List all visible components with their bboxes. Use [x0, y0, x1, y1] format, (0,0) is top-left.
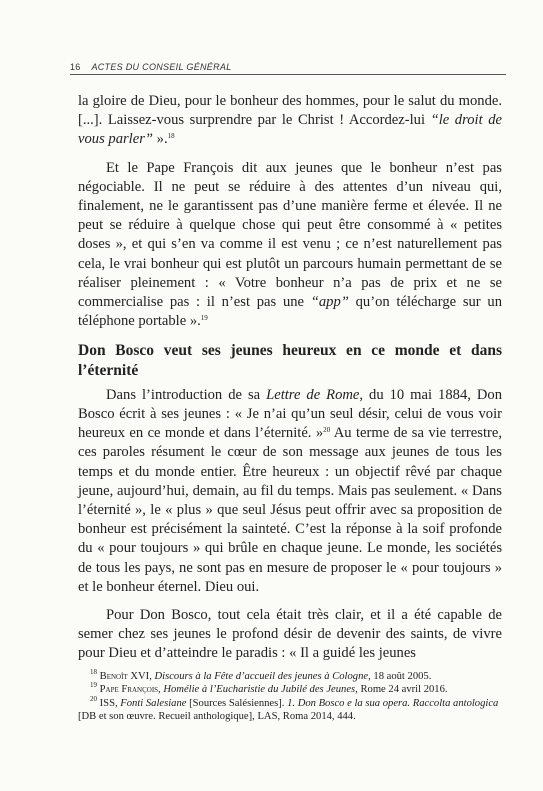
running-title: ACTES DU CONSEIL GÉNÉRAL: [91, 62, 232, 72]
footnote-number: 18: [90, 668, 97, 676]
footnote-title: Discours à la Fête d’accueil des jeunes à Cologne: [154, 671, 369, 682]
p2-text-b: qu’on télécharge sur un téléphone portable ».: [78, 294, 502, 330]
footnote-mid: [Sources Salésiennes].: [186, 697, 288, 709]
page-number: 16: [70, 62, 81, 72]
paragraph-2: [78, 159, 502, 332]
p3-text-a: Dans l’introduction de sa: [106, 386, 267, 403]
footnote-18: $^{18}$ Benoît XVI, Discours à la Fête d’accueil des jeunes à Cologne, 18 août 2005.: [90, 668, 432, 682]
footnote-rest: , Rome 24 avril 2016.: [355, 684, 448, 696]
footnote-number: 20: [90, 694, 97, 703]
footnotes: [78, 670, 506, 724]
section-heading: Don Bosco veut ses jeunes heureux en ce monde et dans l’éternité: [78, 342, 502, 379]
footnote-ref-20[interactable]: 20: [323, 426, 331, 435]
footnote-number: 19: [90, 681, 97, 690]
p1-quote: “le droit de vous parler”: [78, 112, 502, 148]
p3-text-c: Au terme de sa vie terrestre, ces paroles résument le cœur de son message aux jeunes de tous les temps et du monde entier. Être heureux : un objectif rêvé par chaque jeune, aujourd’hui, demain, au fil du temps. Mais pas seulement. « Dans l’éternité », le « plus » que seul Jésus peut offrir avec sa proposition de bonheur est précisément la sainteté. C’est la réponse à la soif profonde du « pour toujours » qui brûle en chaque jeune. Le monde, les sociétés de tous les pays, ne sont pas en mesure de proposer le « pour toujours » et le bonheur éternel. Dieu oui.: [78, 425, 502, 595]
p3-text-b: , du 10 mai 1884, Don Bosco écrit à ses jeunes : « Je n’ai qu’un seul désir, celui de vous voir heureux en ce monde et dans l’éternité. »: [78, 386, 502, 442]
p2-text-a: Et le Pape François dit aux jeunes que le bonheur n’est pas négociable. Il ne peut se réduire à des attentes d’un niveau qui, finalement, ne le garantissent pas d’une manière ferme et élevée. Il ne peut se réduire à quelque chose qui peut être consommé à « petites doses », et qui s’en va comme il est venu ; ce n’est naturellement pas cela, le vrai bonheur qui est plutôt un parcours humain permettant de se réaliser pleinement : « Votre bonheur n’a pas de prix et ne se commercialise pas : il n’est pas une: [78, 159, 502, 311]
footnote-author: Benoît XVI: [99, 671, 150, 682]
footnote-pre: ISS,: [99, 697, 121, 709]
footnote-title: Fonti Salesiane: [120, 697, 187, 709]
p1-text-a: la gloire de Dieu, pour le bonheur des hommes, pour le salut du monde. [...]. Laissez-vous surprendre par le Christ ! Accordez-lui: [78, 93, 502, 129]
p1-text-b: ».: [153, 131, 168, 148]
main-text: [78, 92, 502, 664]
paragraph-3: [78, 386, 502, 597]
footnote-title: Homélie à l’Eucharistie du Jubilé des Jeunes: [163, 684, 356, 696]
p2-app: “app”: [310, 294, 349, 311]
paragraph-1: [78, 92, 502, 150]
footnote-title-2: 1. Don Bosco e la sua opera. Raccolta antologica: [287, 697, 499, 709]
running-header: [70, 62, 506, 72]
footnote-19: $^{19}$ Pape François, Homélie à l’Eucharistie du Jubilé des Jeunes, Rome 24 avril 2016.: [90, 681, 448, 696]
footnote-author: Pape François: [99, 684, 159, 696]
footnote-rest: , 18 août 2005.: [368, 671, 432, 682]
paragraph-4: Pour Don Bosco, tout cela était très clair, et il a été capable de semer chez ses jeunes le profond désir de devenir des saints, de vivre pour Dieu et d’atteindre le paradis : « Il a guidé les jeunes: [78, 607, 502, 662]
footnote-rest: [DB et son œuvre. Recueil anthologique], LAS, Roma 2014, 444.: [78, 711, 356, 723]
header-rule: [70, 74, 506, 75]
footnote-ref-18[interactable]: 18: [167, 132, 175, 141]
footnote-20: [78, 694, 506, 724]
p3-lettre-title: Lettre de Rome: [266, 386, 360, 403]
footnote-ref-19[interactable]: 19: [200, 314, 208, 323]
